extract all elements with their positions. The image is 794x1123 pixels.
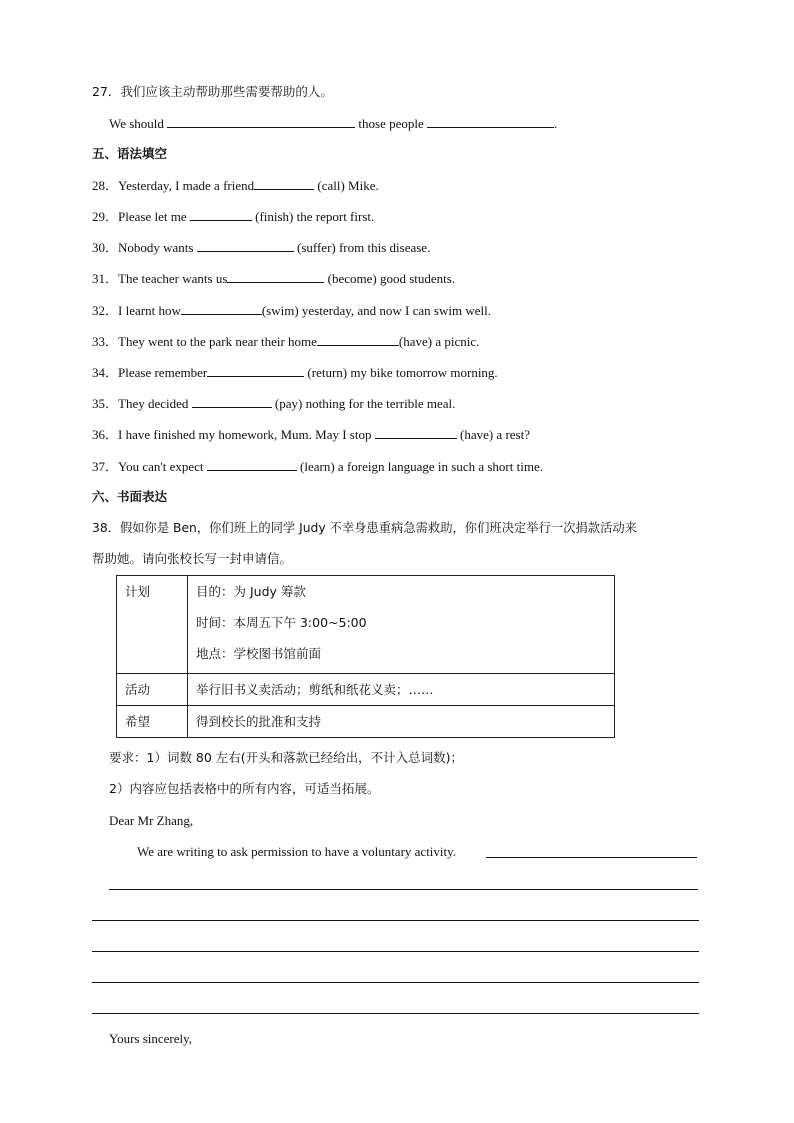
plan-place: 地点：学校图书馆前面 [196,646,322,661]
item-pre: I learnt how [118,303,181,318]
item-post: (suffer) from this disease. [293,240,431,255]
letter-salutation: Dear Mr Zhang, [109,813,194,828]
writing-line-3[interactable] [92,920,699,921]
hope-label: 希望 [125,714,151,729]
item-post: (return) my bike tomorrow morning. [304,365,498,380]
item-post: (finish) the report first. [251,209,375,224]
grammar-item-29 [92,207,374,226]
section6-title: 六、书面表达 [92,489,168,504]
activity-label-cell [117,674,188,706]
grammar-item-37 [92,457,543,476]
item-number: 33． [92,334,119,349]
item-pre: Yesterday, I made a friend [118,178,255,193]
item-post: (pay) nothing for the terrible meal. [271,396,456,411]
plan-table [116,575,615,738]
item-post: (have) a rest? [456,427,530,442]
item-number: 34． [92,365,119,380]
requirement-2: 2）内容应包括表格中的所有内容，可适当拓展。 [109,781,380,796]
activity-text: 举行旧书义卖活动；剪纸和纸花义卖；…… [196,682,434,697]
q27-blank-1[interactable] [167,114,355,128]
grammar-item-36 [92,425,530,444]
grammar-item-35 [92,394,455,413]
q27-prompt [92,83,333,101]
letter-opening [137,843,456,861]
hope-row [117,706,615,738]
writing-line-6[interactable] [92,1013,699,1014]
item-pre: You can't expect [118,459,207,474]
activity-content-cell [188,674,615,706]
item-pre: Nobody wants [118,240,197,255]
item-post: (have) a picnic. [398,334,480,349]
answer-blank[interactable] [181,301,262,315]
grammar-item-30 [92,238,430,257]
answer-blank[interactable] [254,176,314,190]
item-post: (call) Mike. [314,178,379,193]
answer-blank[interactable] [375,425,457,439]
answer-blank[interactable] [207,363,304,377]
hope-text: 得到校长的批准和支持 [196,714,322,729]
hope-content-cell [188,706,615,738]
plan-label-cell [117,576,188,674]
item-number: 35． [92,396,119,411]
item-pre: The teacher wants us [118,271,228,286]
item-number: 29． [92,209,119,224]
item-pre: They decided [118,396,192,411]
writing-line-5[interactable] [92,982,699,983]
letter-opening-text: We are writing to ask permission to have a voluntary activity. [137,844,457,859]
item-pre: Please remember [118,365,208,380]
q27-part2: those people [355,116,428,131]
plan-time: 时间：本周五下午 3:00~5:00 [196,615,367,630]
answer-blank[interactable] [207,457,297,471]
q27-number: 27． [92,84,121,99]
hope-label-cell [117,706,188,738]
q27-chinese: 我们应该主动帮助那些需要帮助的人。 [120,84,333,99]
plan-content-cell [188,576,615,674]
plan-row [117,576,615,674]
letter-closing: Yours sincerely, [109,1031,193,1046]
answer-blank[interactable] [197,238,294,252]
writing-line-2[interactable] [109,889,698,890]
plan-purpose: 目的：为 Judy 筹款 [196,584,306,599]
item-post: (learn) a foreign language in such a short time. [296,459,543,474]
grammar-item-28 [92,176,379,195]
q27-end: . [554,116,558,131]
grammar-item-32 [92,301,491,320]
item-number: 28． [92,178,119,193]
grammar-item-34 [92,363,498,382]
section5-title: 五、语法填空 [92,146,168,161]
grammar-item-33 [92,332,479,351]
item-post: (swim) yesterday, and now I can swim well. [261,303,491,318]
plan-label: 计划 [125,584,151,599]
q38-prompt-line2: 帮助她。请向张校长写一封申请信。 [92,551,293,566]
item-pre: They went to the park near their home [118,334,317,349]
writing-line-1[interactable] [486,857,697,858]
activity-label: 活动 [125,682,151,697]
item-number: 32． [92,303,119,318]
item-pre: I have finished my homework, Mum. May I stop [118,427,375,442]
requirement-1: 要求：1）词数 80 左右(开头和落款已经给出，不计入总词数)； [109,750,464,765]
answer-blank[interactable] [317,332,399,346]
item-post: (become) good students. [324,271,456,286]
grammar-item-31 [92,269,455,288]
item-number: 36． [92,427,119,442]
q27-blank-2[interactable] [427,114,554,128]
activity-row [117,674,615,706]
q38-prompt-line1: 38．假如你是 Ben，你们班上的同学 Judy 不幸身患重病急需救助，你们班决定举行一次捐款活动来 [92,521,637,535]
q27-part1: We should [109,116,168,131]
item-pre: Please let me [118,209,190,224]
item-number: 30． [92,240,119,255]
answer-blank[interactable] [190,207,252,221]
item-number: 37． [92,459,119,474]
answer-blank[interactable] [227,269,324,283]
writing-line-4[interactable] [92,951,699,952]
item-number: 31． [92,271,119,286]
answer-blank[interactable] [192,394,272,408]
q27-sentence [109,114,557,133]
